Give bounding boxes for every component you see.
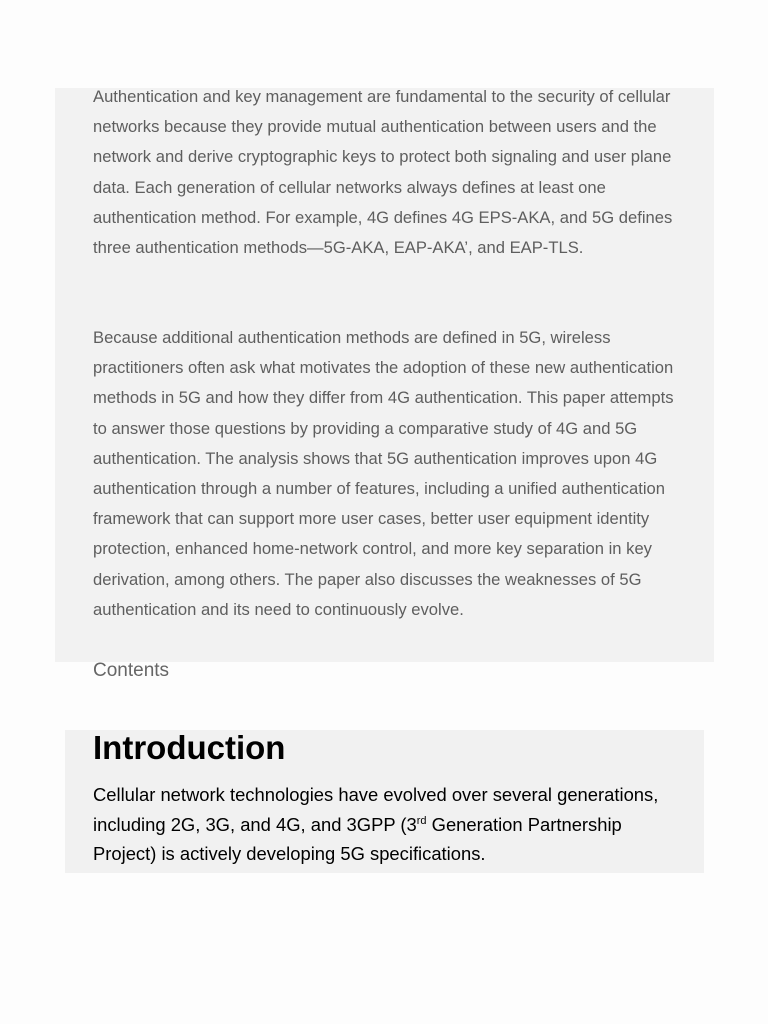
ordinal-superscript: rd [416, 814, 427, 827]
introduction-text-end: Generation Partnership Project) is actively developing 5G specifications. [93, 813, 622, 864]
contents-link[interactable]: Contents [93, 660, 170, 681]
abstract-paragraph-1: Authentication and key management are fundamental to the security of cellular networks because they provide mutual authentication between users and the network and derive cryptographic keys to protect both signaling and user plane data. Each generation of cellular networks always defines at least one authentication method. For example, 4G defines 4G EPS-AKA, and 5G defines three authentication methods—5G-AKA, EAP-AKA’, and EAP-TLS. [93, 87, 673, 258]
introduction-text-start: Cellular network technologies have evolved over several generations, including 2G, 3G, and 4G, and 3GPP (3 [93, 784, 659, 835]
introduction-heading: Introduction [93, 729, 286, 766]
introduction-paragraph [93, 780, 683, 869]
abstract-paragraph-2: Because additional authentication methods are defined in 5G, wireless practitioners often ask what motivates the adoption of these new authentication methods in 5G and how they differ from 4G authentication. This paper attempts to answer those questions by providing a comparative study of 4G and 5G authentication. The analysis shows that 5G authentication improves upon 4G authentication through a number of features, including a unified authentication framework that can support more user cases, better user equipment identity protection, enhanced home-network control, and more key separation in key derivation, among others. The paper also discusses the weaknesses of 5G authentication and its need to continuously evolve. [93, 328, 674, 619]
